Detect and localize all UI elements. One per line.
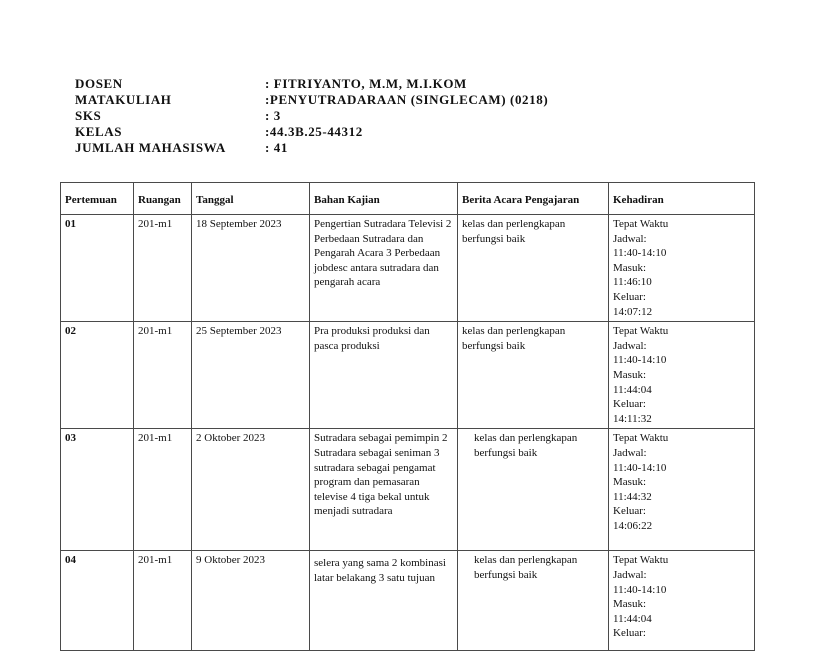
masuk-label: Masuk: xyxy=(613,476,646,489)
table-row xyxy=(61,429,755,551)
bahan-kajian-cell xyxy=(310,551,458,651)
kelas-value: :44.3B.25-44312 xyxy=(265,124,363,139)
keluar-value: 14:06:22 xyxy=(613,519,653,532)
kehadiran-status: Tepat Waktu xyxy=(613,554,669,567)
ruangan-cell: 201-m1 xyxy=(134,322,192,429)
table-header-row xyxy=(61,183,755,215)
masuk-label: Masuk: xyxy=(613,598,646,611)
pertemuan-cell: 01 xyxy=(61,215,134,322)
tanggal-cell: 18 September 2023 xyxy=(192,215,310,322)
matakuliah-label: MATAKULIAH xyxy=(75,92,172,107)
masuk-value: 11:44:04 xyxy=(613,383,652,396)
berita-acara-text: kelas dan perlengkapan berfungsi baik xyxy=(474,554,578,581)
kehadiran-status: Tepat Waktu xyxy=(613,432,669,445)
bahan-kajian-text: Sutradara sebagai pemimpin 2 Sutradara sebagai seniman 3 sutradara sebagai pengamat program dan pemasaran televise 4 tiga bekal untuk menjadi sutradara xyxy=(314,432,448,518)
dosen-label: DOSEN xyxy=(75,76,123,91)
kehadiran-cell xyxy=(609,551,755,651)
ruangan-cell: 201-m1 xyxy=(134,215,192,322)
attendance-table xyxy=(60,182,755,651)
table-row xyxy=(61,215,755,322)
jadwal-value: 11:40-14:10 xyxy=(613,583,667,596)
bahan-kajian-cell xyxy=(310,429,458,551)
berita-acara-text: kelas dan perlengkapan berfungsi baik xyxy=(462,218,566,245)
matakuliah-row xyxy=(75,92,548,108)
pertemuan-cell: 02 xyxy=(61,322,134,429)
tanggal-cell: 9 Oktober 2023 xyxy=(192,551,310,651)
masuk-value: 11:44:04 xyxy=(613,612,652,625)
keluar-value: 14:07:12 xyxy=(613,305,653,318)
jumlah-value: : 41 xyxy=(265,140,288,155)
masuk-label: Masuk: xyxy=(613,368,646,381)
dosen-value: : FITRIYANTO, M.M, M.I.KOM xyxy=(265,76,467,91)
jumlah-row xyxy=(75,140,548,156)
bahan-kajian-cell xyxy=(310,215,458,322)
col-header-pertemuan: Pertemuan xyxy=(61,183,134,215)
berita-acara-cell xyxy=(458,551,609,651)
col-header-kehadiran: Kehadiran xyxy=(609,183,755,215)
masuk-label: Masuk: xyxy=(613,261,646,274)
keluar-label: Keluar: xyxy=(613,398,646,411)
berita-acara-cell xyxy=(458,215,609,322)
ruangan-cell: 201-m1 xyxy=(134,551,192,651)
matakuliah-value: :PENYUTRADARAAN (SINGLECAM) (0218) xyxy=(265,92,549,107)
keluar-label: Keluar: xyxy=(613,290,646,303)
col-header-ruangan: Ruangan xyxy=(134,183,192,215)
keluar-value: 14:11:32 xyxy=(613,412,652,425)
table-row xyxy=(61,322,755,429)
ruangan-cell: 201-m1 xyxy=(134,429,192,551)
jadwal-value: 11:40-14:10 xyxy=(613,354,667,367)
jumlah-label: JUMLAH MAHASISWA xyxy=(75,140,226,155)
jadwal-label: Jadwal: xyxy=(613,339,647,352)
tanggal-cell: 2 Oktober 2023 xyxy=(192,429,310,551)
masuk-value: 11:44:32 xyxy=(613,490,652,503)
bahan-kajian-cell xyxy=(310,322,458,429)
course-info xyxy=(75,76,548,156)
tanggal-cell: 25 September 2023 xyxy=(192,322,310,429)
col-header-berita-acara: Berita Acara Pengajaran xyxy=(458,183,609,215)
pertemuan-cell: 04 xyxy=(61,551,134,651)
berita-acara-text: kelas dan perlengkapan berfungsi baik xyxy=(474,432,578,459)
masuk-value: 11:46:10 xyxy=(613,276,652,289)
jadwal-label: Jadwal: xyxy=(613,568,647,581)
berita-acara-cell xyxy=(458,322,609,429)
jadwal-value: 11:40-14:10 xyxy=(613,247,667,260)
bahan-kajian-text: Pengertian Sutradara Televisi 2 Perbedaan Sutradara dan Pengarah Acara 3 Perbedaan jobdesc antara sutradara dan pengarah acara xyxy=(314,218,452,289)
pertemuan-cell: 03 xyxy=(61,429,134,551)
kehadiran-status: Tepat Waktu xyxy=(613,325,669,338)
sks-value: : 3 xyxy=(265,108,281,123)
sks-label: SKS xyxy=(75,108,102,123)
kehadiran-cell xyxy=(609,429,755,551)
sks-row xyxy=(75,108,548,124)
kehadiran-status: Tepat Waktu xyxy=(613,218,669,230)
berita-acara-text: kelas dan perlengkapan berfungsi baik xyxy=(462,325,566,352)
jadwal-label: Jadwal: xyxy=(613,446,647,459)
bahan-kajian-text: selera yang sama 2 kombinasi latar belakang 3 satu tujuan xyxy=(314,557,446,584)
kelas-row xyxy=(75,124,548,140)
keluar-label: Keluar: xyxy=(613,627,646,640)
table-row xyxy=(61,551,755,651)
dosen-row xyxy=(75,76,548,92)
bahan-kajian-text: Pra produksi produksi dan pasca produksi xyxy=(314,325,430,352)
col-header-tanggal: Tanggal xyxy=(192,183,310,215)
jadwal-label: Jadwal: xyxy=(613,232,647,245)
col-header-bahan-kajian: Bahan Kajian xyxy=(310,183,458,215)
kelas-label: KELAS xyxy=(75,124,123,139)
berita-acara-cell xyxy=(458,429,609,551)
kehadiran-cell xyxy=(609,322,755,429)
keluar-label: Keluar: xyxy=(613,505,646,518)
jadwal-value: 11:40-14:10 xyxy=(613,461,667,474)
kehadiran-cell xyxy=(609,215,755,322)
